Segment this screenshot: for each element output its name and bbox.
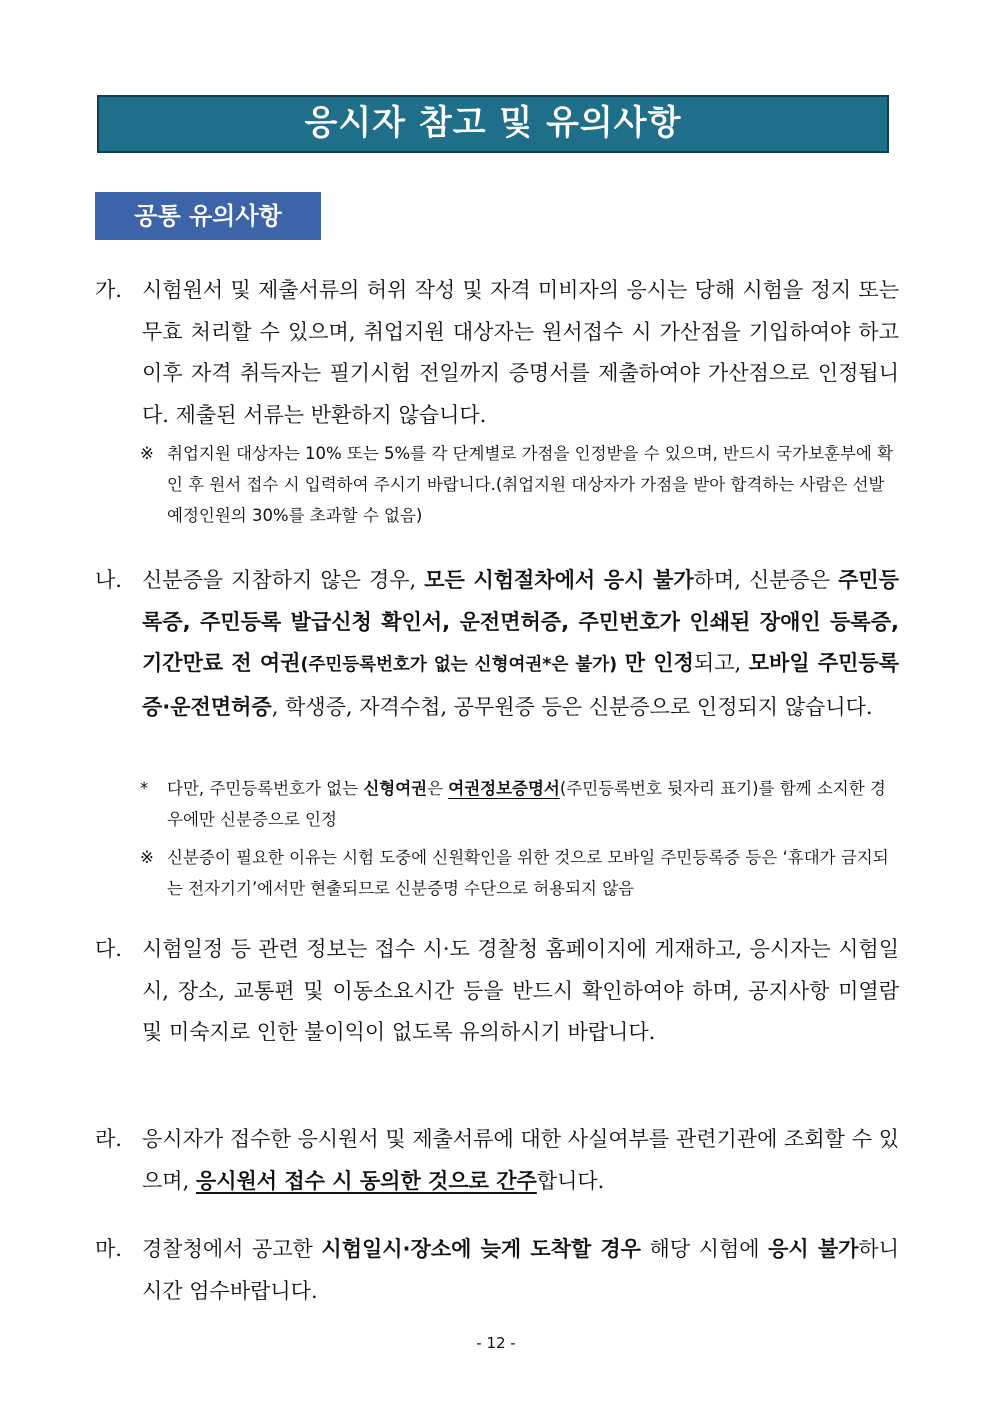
item-text: 시험일정 등 관련 정보는 접수 시·도 경찰청 홈페이지에 게재하고, 응시자는 시험일시, 장소, 교통편 및 이동소요시간 등을 반드시 확인하여야 하며, 공지사항 미열람 및 미숙지로 인한 불이익이 없도록 유의하시기 바랍니다. xyxy=(142,937,899,1044)
emphasis-underlined: 여권정보증명서 xyxy=(448,779,560,798)
note-text: 신분증이 필요한 이유는 시험 도중에 신원확인을 위한 것으로 모바일 주민등록증 등은 ‘휴대가 금지되는 전자기기’에서만 현출되므로 신분증명 수단으로 허용되지 않음 xyxy=(167,848,889,898)
item-label: 마. xyxy=(95,1237,122,1261)
note-text: 다만, 주민등록번호가 없는 신형여권은 여권정보증명서(주민등록번호 뒷자리 표기)를 함께 소지한 경우에만 신분증으로 인정 xyxy=(167,779,886,829)
item-label: 가. xyxy=(95,278,122,302)
reference-mark: * xyxy=(140,779,149,798)
emphasis: 주민등록증, 주민등록 발급신청 확인서, 운전면허증, 주민번호가 인쇄된 장애인 등록증, 기간만료 전 여권 xyxy=(142,568,899,675)
item-text: 신분증을 지참하지 않은 경우, 모든 시험절차에서 응시 불가하며, 신분증은 주민등록증, 주민등록 발급신청 확인서, 운전면허증, 주민번호가 인쇄된 장애인 등록증, 기간만료 전 여권(주민등록번호가 없는 신형여권*은 불가) 만 인정되고, 모바일 주민등록증·운전면허증, 학생증, 자격수첩, 공무원증 등은 신분증으로 인정되지 않습니다. xyxy=(142,568,900,719)
item-label: 다. xyxy=(95,937,122,961)
emphasis-underlined: 응시원서 접수 시 동의한 것으로 간주 xyxy=(195,1168,537,1193)
emphasis: 시험일시·장소에 늦게 도착할 경우 xyxy=(321,1237,641,1261)
note-na-1 xyxy=(140,773,900,835)
notice-item-ga xyxy=(95,270,899,436)
item-label: 나. xyxy=(95,568,122,592)
emphasis: 신형여권 xyxy=(363,779,428,798)
note-ga xyxy=(140,438,900,531)
notice-item-ra xyxy=(95,1119,899,1202)
section-heading: 공통 유의사항 xyxy=(95,192,321,240)
reference-mark: ※ xyxy=(140,848,154,867)
emphasis: 모바일 주민등록증·운전면허증 xyxy=(142,651,900,719)
page-number: - 12 - xyxy=(476,1334,516,1352)
reference-mark: ※ xyxy=(140,444,154,463)
item-text: 경찰청에서 공고한 시험일시·장소에 늦게 도착할 경우 해당 시험에 응시 불가하니 시간 엄수바랍니다. xyxy=(142,1237,899,1303)
item-label: 라. xyxy=(95,1127,122,1151)
notice-item-da xyxy=(95,929,899,1054)
note-na-2 xyxy=(140,842,900,904)
emphasis: 응시 불가 xyxy=(768,1237,859,1261)
note-text: 취업지원 대상자는 10% 또는 5%를 각 단계별로 가점을 인정받을 수 있으며, 반드시 국가보훈부에 확인 후 원서 접수 시 입력하여 주시기 바랍니다.(취업지원 대상자가 가점을 받아 합격하는 사람은 선발예정인원의 30%를 초과할 수 없음) xyxy=(167,444,894,525)
emphasis: 모든 시험절차에서 응시 불가 xyxy=(424,568,694,592)
notice-item-na xyxy=(95,560,899,728)
notice-item-ma xyxy=(95,1229,899,1312)
emphasis: 만 인정 xyxy=(624,651,694,675)
item-text: 응시자가 접수한 응시원서 및 제출서류에 대한 사실여부를 관련기관에 조회할 수 있으며, 응시원서 접수 시 동의한 것으로 간주합니다. xyxy=(142,1127,899,1193)
item-text: 시험원서 및 제출서류의 허위 작성 및 자격 미비자의 응시는 당해 시험을 정지 또는 무효 처리할 수 있으며, 취업지원 대상자는 원서접수 시 가산점을 기입하여야 하고 이후 자격 취득자는 필기시험 전일까지 증명서를 제출하여야 가산점으로 인정됩니다. 제출된 서류는 반환하지 않습니다. xyxy=(142,278,899,427)
emphasis: (주민등록번호가 없는 신형여권*은 불가) xyxy=(300,655,618,675)
page-title: 응시자 참고 및 유의사항 xyxy=(97,95,889,153)
